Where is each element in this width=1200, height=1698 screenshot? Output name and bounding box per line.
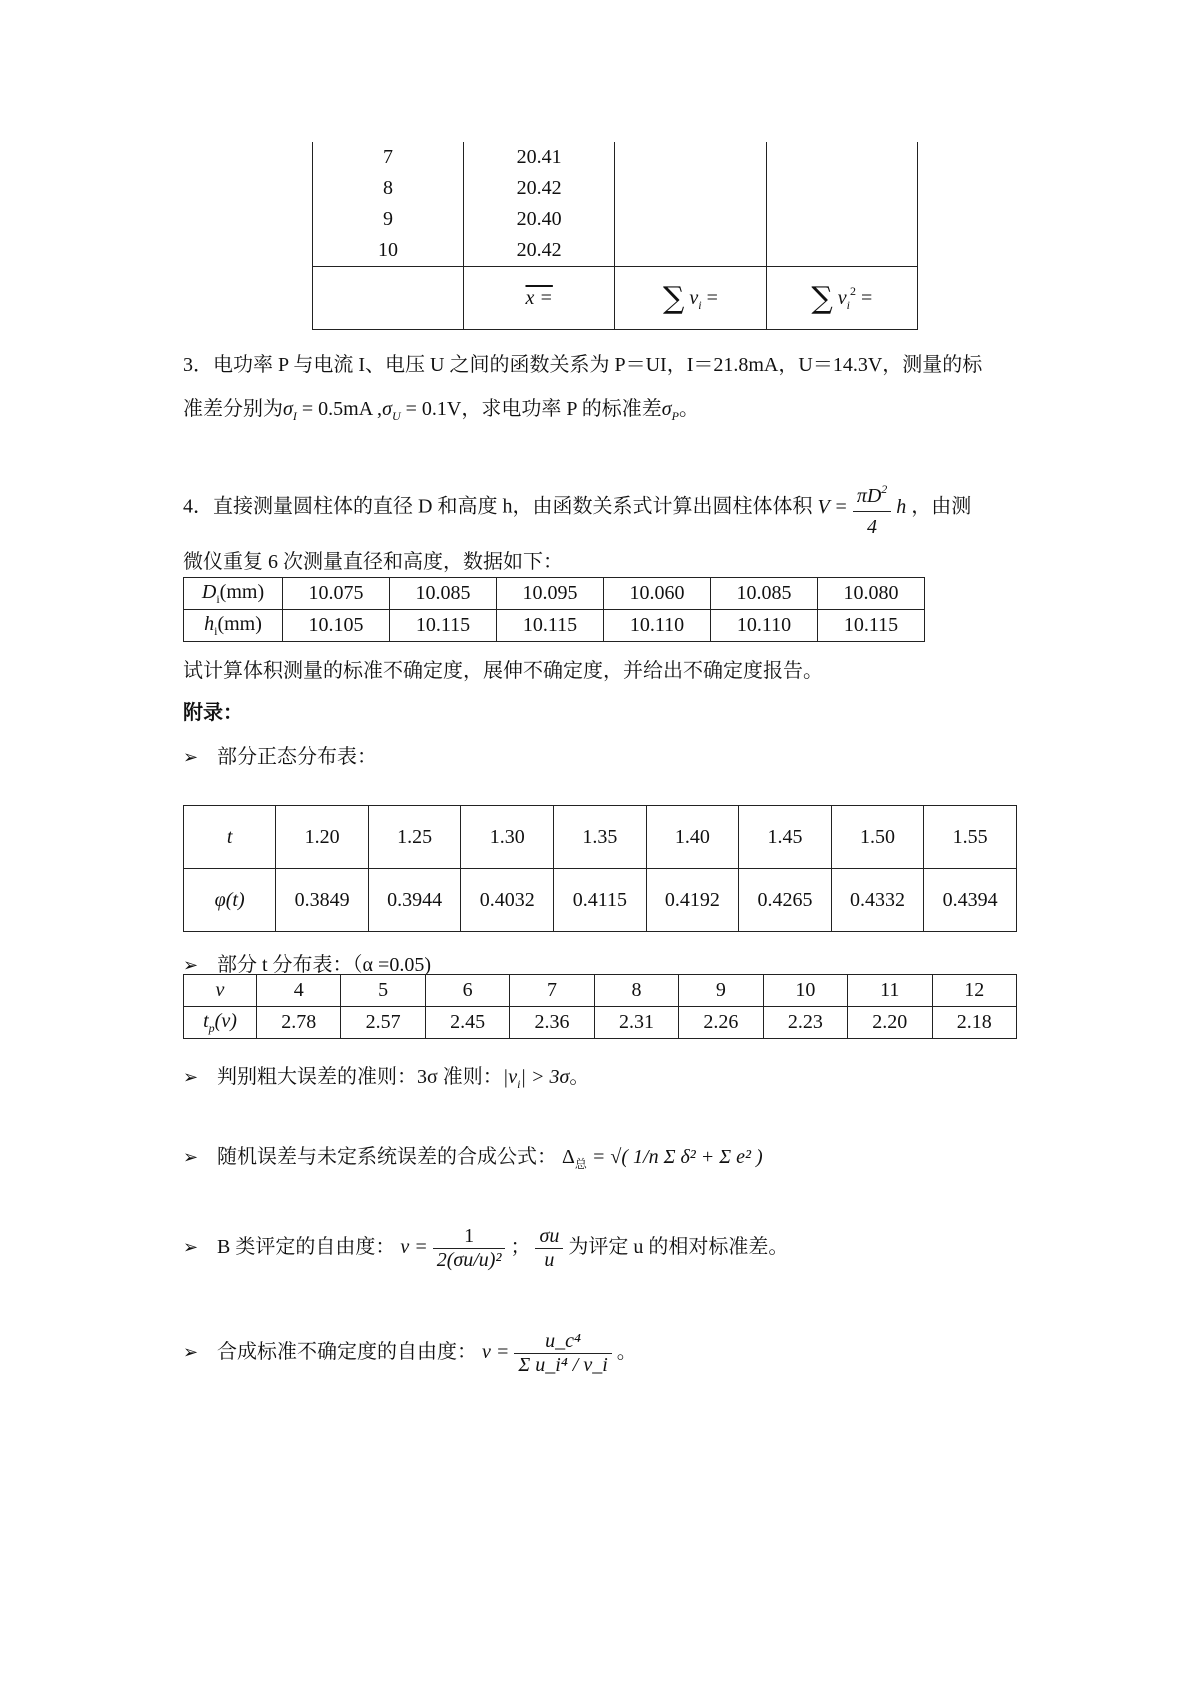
formula-h: h — [896, 495, 907, 518]
table-cell: 10.060 — [604, 578, 711, 610]
phi-cell: 0.3944 — [368, 869, 461, 932]
v-cell: 4 — [257, 975, 341, 1007]
t-cell: 1.50 — [831, 806, 924, 869]
sigma-i-value: = 0.5mA , — [296, 398, 383, 420]
q4-line1-b: ，由测 — [911, 495, 972, 518]
q3-line2-b: ，求电功率 P 的标准差 — [461, 398, 662, 420]
t-cell: 1.55 — [924, 806, 1017, 869]
arrow-bullet-icon: ➢ — [183, 1147, 199, 1167]
tp-symbol: t — [203, 1009, 209, 1032]
btype-ratio — [535, 1225, 563, 1272]
comb-dof-numerator: u_c⁴ — [514, 1330, 611, 1354]
v-cell: 7 — [510, 975, 594, 1007]
rule-end: 。 — [569, 1066, 590, 1088]
v-cell: 10 — [763, 975, 847, 1007]
sum-row — [313, 267, 918, 330]
table-row — [184, 578, 925, 610]
table-row — [313, 204, 918, 235]
t-cell: 1.30 — [461, 806, 554, 869]
label-unit: (mm) — [219, 580, 265, 603]
sum-v2-sub: i — [846, 297, 850, 312]
btype-ratio-numerator: σu — [535, 1225, 563, 1249]
tp-cell: 2.36 — [510, 1007, 594, 1039]
table-cell: 10.105 — [283, 610, 390, 642]
combine-rhs: = √( 1/n Σ δ² + Σ e² ) — [591, 1146, 763, 1168]
label-symbol: D — [201, 580, 217, 603]
sigma-u-sub: U — [391, 409, 401, 423]
mean-cell — [464, 267, 615, 330]
t-cell: 1.25 — [368, 806, 461, 869]
q3-line2-end: 。 — [678, 398, 699, 420]
tp-cell: 2.31 — [594, 1007, 678, 1039]
table-cell: 10.115 — [818, 610, 925, 642]
row-label — [184, 610, 283, 642]
combine-text: 随机误差与未定系统误差的合成公式： — [217, 1146, 557, 1168]
sum-v2-expression — [811, 280, 873, 316]
t-title: 部分 t 分布表：（α =0.05) — [217, 954, 431, 976]
t-label: t — [184, 806, 276, 869]
tp-cell: 2.23 — [763, 1007, 847, 1039]
tp-cell: 2.57 — [341, 1007, 425, 1039]
table-row — [313, 235, 918, 267]
table-cell: 10.095 — [497, 578, 604, 610]
tp-cell: 2.20 — [848, 1007, 932, 1039]
sigma-i-sub: I — [292, 409, 297, 423]
table-row — [184, 610, 925, 642]
row-value: 20.41 — [464, 142, 615, 173]
table-row — [184, 975, 1017, 1007]
sum-v-sub: i — [698, 297, 702, 312]
formula-numerator — [853, 474, 891, 512]
sigma-u: σ — [382, 398, 392, 420]
sum-icon: ∑ — [811, 280, 833, 316]
tp-cell: 2.26 — [679, 1007, 763, 1039]
table-row — [184, 1007, 1017, 1039]
arrow-bullet-icon: ➢ — [183, 1237, 199, 1258]
rule-text: 判别粗大误差的准则：3σ 准则： — [217, 1066, 503, 1088]
sum-v2-cell — [766, 267, 917, 330]
formula-lhs: V = — [817, 495, 848, 518]
sum-v-cell — [615, 267, 766, 330]
normal-title-row — [183, 740, 377, 769]
v-cell: 11 — [848, 975, 932, 1007]
label-symbol: h — [204, 612, 215, 635]
btype-ratio-denominator: u — [544, 1249, 555, 1271]
comb-dof-row — [183, 1330, 637, 1377]
phi-cell: 0.4265 — [739, 869, 832, 932]
tp-label — [184, 1007, 257, 1039]
comb-dof-end: 。 — [616, 1341, 637, 1364]
table-cell: 10.085 — [390, 578, 497, 610]
row-v — [615, 204, 766, 235]
t-cell: 1.20 — [276, 806, 369, 869]
diameter-height-table — [183, 577, 925, 642]
row-value: 20.40 — [464, 204, 615, 235]
rule-formula-rest: | > 3σ — [520, 1066, 570, 1088]
comb-dof-denominator: Σ u_i⁴ / v_i — [518, 1354, 608, 1376]
row-index: 10 — [313, 235, 464, 267]
t-cell: 1.35 — [554, 806, 647, 869]
tp-cell: 2.45 — [425, 1007, 509, 1039]
row-value: 20.42 — [464, 173, 615, 204]
row-value: 20.42 — [464, 235, 615, 267]
q3-line2-a: 准差分别为 — [183, 398, 283, 420]
row-label — [184, 578, 283, 610]
v-cell: 9 — [679, 975, 763, 1007]
row-v — [615, 173, 766, 204]
formula-num-text: πD — [856, 485, 882, 507]
btype-tail: 为评定 u 的相对标准差。 — [568, 1236, 789, 1259]
table-row — [313, 142, 918, 173]
sigma-u-value: = 0.1V — [400, 398, 462, 420]
sum-v2-eq: = — [860, 286, 873, 309]
arrow-bullet-icon: ➢ — [183, 1067, 199, 1087]
table-cell: 10.110 — [604, 610, 711, 642]
sum-v2-sup: 2 — [849, 283, 856, 298]
combine-lhs-sub: 总 — [574, 1157, 587, 1171]
table-row — [184, 806, 1017, 869]
sum-row-empty — [313, 267, 464, 330]
tp-cell: 2.18 — [932, 1007, 1017, 1039]
sum-v2-symbol: v — [837, 286, 847, 309]
row-v2 — [766, 204, 917, 235]
sigma-p: σ — [661, 398, 672, 420]
rule-formula-sub: i — [517, 1077, 521, 1091]
phi-cell: 0.4192 — [646, 869, 739, 932]
comb-dof-lhs: v = — [482, 1341, 510, 1364]
arrow-bullet-icon: ➢ — [183, 1342, 199, 1363]
label-sub: i — [216, 591, 220, 606]
comb-dof-text: 合成标准不确定度的自由度： — [217, 1341, 477, 1364]
tp-cell: 2.78 — [257, 1007, 341, 1039]
phi-label: φ(t) — [184, 869, 276, 932]
tp-sub: p — [208, 1020, 215, 1035]
mean-expression: x = — [525, 286, 553, 309]
phi-cell: 0.4115 — [554, 869, 647, 932]
arrow-bullet-icon: ➢ — [183, 747, 199, 767]
t-cell: 1.45 — [739, 806, 832, 869]
formula-denominator: 4 — [867, 516, 878, 538]
row-v — [615, 235, 766, 267]
normal-distribution-table — [183, 805, 1017, 932]
btype-fraction — [433, 1225, 506, 1272]
table-cell: 10.080 — [818, 578, 925, 610]
v-cell: 6 — [425, 975, 509, 1007]
label-sub: i — [214, 623, 218, 638]
t-cell: 1.40 — [646, 806, 739, 869]
comb-dof-fraction — [514, 1330, 611, 1377]
row-v2 — [766, 235, 917, 267]
sigma-p-sub: P — [671, 409, 679, 423]
btype-row — [183, 1225, 788, 1272]
rule-row — [183, 1060, 589, 1092]
combine-lhs: Δ — [562, 1146, 575, 1168]
q4-line3: 试计算体积测量的标准不确定度，展伸不确定度，并给出不确定度报告。 — [183, 660, 823, 682]
arrow-bullet-icon: ➢ — [183, 955, 199, 975]
row-v2 — [766, 142, 917, 173]
appendix-title: 附录： — [183, 702, 243, 724]
q4-line1-a: 4．直接测量圆柱体的直径 D 和高度 h，由函数关系式计算出圆柱体体积 — [183, 495, 813, 518]
label-unit: (mm) — [217, 612, 262, 635]
row-index: 7 — [313, 142, 464, 173]
sigma-i: σ — [283, 398, 293, 420]
table-cell: 10.110 — [711, 610, 818, 642]
phi-cell: 0.3849 — [276, 869, 369, 932]
table-cell: 10.115 — [497, 610, 604, 642]
tp-arg: (v) — [214, 1009, 237, 1032]
q3-line2 — [183, 394, 1023, 431]
btype-denominator: 2(σu/u)² — [436, 1249, 502, 1271]
table-cell: 10.115 — [390, 610, 497, 642]
measurement-table — [312, 142, 918, 330]
phi-cell: 0.4394 — [924, 869, 1017, 932]
formula-num-sup: 2 — [881, 482, 888, 496]
q3-line1: 3．电功率 P 与电流 I、电压 U 之间的函数关系为 P＝UI，I＝21.8mA，U＝14.3V，测量的标 — [183, 354, 983, 376]
formula-fraction — [853, 474, 891, 542]
rule-formula: |v — [502, 1066, 518, 1088]
phi-cell: 0.4032 — [461, 869, 554, 932]
btype-text: B 类评定的自由度： — [217, 1236, 396, 1259]
row-v — [615, 142, 766, 173]
sum-icon: ∑ — [662, 280, 685, 316]
btype-lhs: v = — [400, 1236, 428, 1259]
table-cell: 10.075 — [283, 578, 390, 610]
combine-row — [183, 1140, 763, 1172]
row-index: 8 — [313, 173, 464, 204]
sum-v-symbol: v — [689, 286, 699, 309]
row-index: 9 — [313, 204, 464, 235]
sum-v-expression — [662, 280, 718, 316]
row-v2 — [766, 173, 917, 204]
table-cell: 10.085 — [711, 578, 818, 610]
table-row — [313, 173, 918, 204]
v-cell: 5 — [341, 975, 425, 1007]
q4-line2: 微仪重复 6 次测量直径和高度，数据如下： — [183, 551, 563, 573]
volume-formula — [817, 482, 911, 538]
sum-v-eq: = — [706, 286, 718, 309]
table-row — [184, 869, 1017, 932]
v-cell: 8 — [594, 975, 678, 1007]
v-label: v — [184, 975, 257, 1007]
btype-numerator: 1 — [433, 1225, 506, 1249]
phi-cell: 0.4332 — [831, 869, 924, 932]
v-cell: 12 — [932, 975, 1017, 1007]
normal-title: 部分正态分布表： — [217, 746, 377, 768]
q4-line1 — [183, 474, 1023, 542]
t-title-row — [183, 948, 431, 977]
btype-mid: ； — [510, 1236, 531, 1259]
t-distribution-table — [183, 974, 1017, 1039]
